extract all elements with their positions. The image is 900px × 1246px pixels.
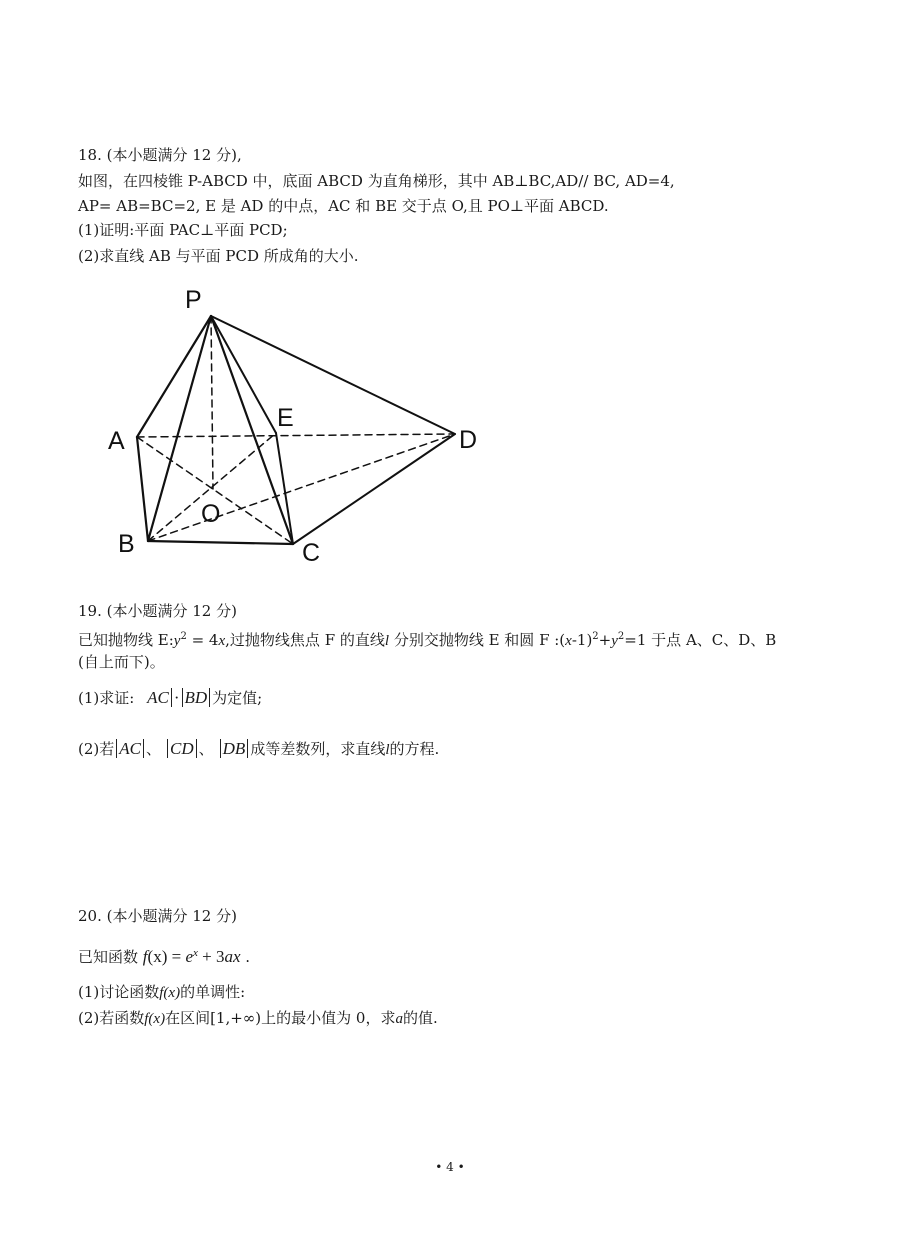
q19-text-d: =1 于点 A、C、D、B [624, 631, 777, 649]
q19-part2-post: 的方程. [389, 740, 440, 758]
period: . [240, 948, 251, 966]
plus-sign: + [598, 631, 612, 649]
var-x: x [218, 633, 226, 649]
label-B: B [118, 530, 135, 558]
label-E: E [277, 404, 294, 432]
dashed-BD [148, 434, 455, 541]
var-y: y [173, 633, 181, 649]
base-e: e [185, 947, 193, 966]
q19-text-line1 [78, 627, 776, 651]
label-O: O [201, 500, 221, 528]
q20-part2-post: 的值. [402, 1009, 438, 1027]
abs-bar [209, 688, 210, 707]
q18-text-line2: AP= AB=BC=2, E 是 AD 的中点，AC 和 BE 交于点 O,且 PO⊥平面 ABCD. [78, 197, 609, 215]
dashed-PO [211, 316, 213, 489]
q19-part1-pre: (1)求证: [78, 689, 135, 707]
func-fx2: f(x) [144, 1011, 166, 1027]
q19-part2-pre: (2)若 [78, 740, 115, 758]
exp-2b: 2 [592, 631, 599, 642]
dot-op: · [173, 688, 180, 707]
abs-bar [220, 739, 221, 758]
abs-bar [247, 739, 248, 758]
q20-part1 [78, 982, 245, 1003]
abs-bar [196, 739, 197, 758]
q19-part2 [78, 739, 439, 760]
seg-DB: DB [222, 739, 246, 758]
q20-part1-pre: (1)讨论函数 [78, 983, 160, 1001]
q19-text-b: ,过抛物线焦点 F 的直线 [225, 631, 385, 649]
q18-text-line1: 如图，在四棱锥 P-ABCD 中，底面 ABCD 为直角梯形，其中 AB⊥BC,AD// BC, AD=4, [78, 172, 675, 190]
q19-part1 [78, 688, 262, 708]
edge-PE [211, 316, 276, 433]
label-P: P [185, 286, 202, 314]
edge-PA [137, 316, 211, 437]
pyramid-figure [0, 0, 900, 600]
func-arg: (x) [147, 947, 168, 966]
q20-part2-mid: 在区间[1,+∞)上的最小值为 0，求 [165, 1009, 396, 1027]
sep2: 、 [198, 740, 214, 758]
q20-part1-post: 的单调性: [180, 983, 246, 1001]
var-x2: x [565, 633, 572, 649]
exp-2: 2 [180, 631, 187, 642]
label-C: C [302, 539, 321, 567]
q20-text-pre: 已知函数 [78, 948, 139, 966]
seg-CD: CD [170, 739, 194, 758]
exp-2c: 2 [617, 631, 625, 642]
q20-part2-pre: (2)若函数 [78, 1009, 145, 1027]
abs-bar [182, 688, 183, 707]
q18-header: 18. (本小题满分 12 分), [78, 146, 242, 164]
q19-text-c: 分别交抛物线 E 和圆 F :( [389, 631, 566, 649]
q18-part1: (1)证明:平面 PAC⊥平面 PCD; [78, 221, 288, 239]
q19-text-line2: (自上而下)。 [78, 653, 165, 671]
q19-part1-post: 为定值; [212, 689, 263, 707]
var-a: a [395, 1011, 403, 1027]
label-A: A [108, 427, 125, 455]
plus-3: + 3 [197, 947, 225, 966]
seg-AC2: AC [119, 739, 141, 758]
sep1: 、 [145, 740, 161, 758]
edge-BC [148, 541, 293, 544]
func-f: f [142, 947, 148, 966]
dashed-AD [137, 434, 455, 437]
exp-x: x [193, 947, 198, 959]
var-l: l [384, 633, 390, 649]
term-ax: ax [224, 947, 241, 966]
edge-EC [276, 433, 293, 544]
seg-BD: BD [184, 688, 208, 707]
label-D: D [459, 426, 478, 454]
q19-text-a: 已知抛物线 E: [78, 631, 174, 649]
q19-header: 19. (本小题满分 12 分) [78, 602, 237, 620]
equals: = [167, 947, 186, 966]
minus-one: -1) [571, 631, 593, 649]
q18-part2: (2)求直线 AB 与平面 PCD 所成角的大小. [78, 247, 359, 265]
q20-part2 [78, 1008, 438, 1029]
abs-bar [167, 739, 168, 758]
page-number: • 4 • [435, 1160, 465, 1174]
seg-AC: AC [147, 688, 169, 707]
var-l2: l [385, 742, 390, 758]
q20-header: 20. (本小题满分 12 分) [78, 907, 237, 925]
eq-4: = 4 [186, 631, 219, 649]
edge-AB [137, 437, 148, 541]
q20-text-line1 [78, 943, 250, 967]
q19-part2-mid: 成等差数列，求直线 [250, 740, 386, 758]
func-fx: f(x) [159, 985, 181, 1001]
var-y2: y [611, 633, 618, 649]
abs-bar [143, 739, 144, 758]
edge-CD [293, 434, 455, 544]
abs-bar [116, 739, 117, 758]
abs-bar [171, 688, 172, 707]
